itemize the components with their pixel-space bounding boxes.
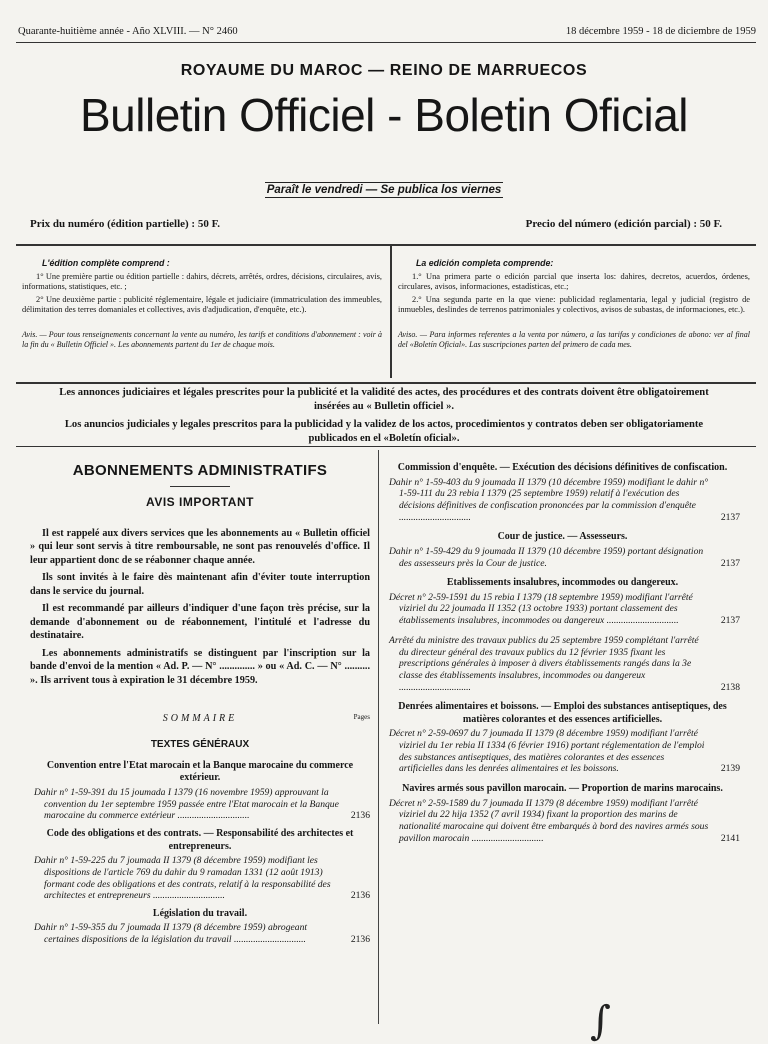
edition-part2-spanish: 2.° Una segunda parte en la que viene: publicidad reglamentaria, legal y judicial (registro de inmuebles, deslindes de terrenos patrimoniales y colectivos, avisos de subastas, de informaciones, etc.). (398, 294, 750, 315)
title-rule (170, 486, 230, 487)
right-column (385, 462, 740, 852)
entry-heading: Commission d'enquête. — Exécution des décisions définitives de confiscation. (397, 462, 728, 473)
entry-body (385, 635, 740, 694)
sommaire-label: SOMMAIRE (162, 712, 238, 724)
masthead-topline (18, 26, 756, 37)
edition-box-divider (390, 246, 392, 378)
entry-page: 2137 (720, 615, 740, 627)
price-french: Prix du numéro (édition partielle) : 50 F. (30, 218, 221, 230)
edition-box-french (22, 258, 382, 352)
entry-text: Décret n° 2-59-1589 du 7 joumada II 1379 (8 décembre 1959) modifiant l'arrêté viziriel du 22 hija 1352 (7 avril 1934) fixant la proportion des marins de nationalité marocaine qui doivent être embarqués à bord des navires armés sous pavillon marocain .............................. (389, 797, 709, 844)
entry-page: 2136 (350, 890, 370, 902)
summary-entry (30, 760, 370, 822)
entry-page: 2136 (350, 810, 370, 822)
column-divider (378, 450, 379, 1024)
legal-notice-french: Les annonces judiciaires et légales prescrites pour la publicité et la validité des actes, des procédures et des contrats doivent être obligatoirement insérées au « Bulletin officiel ». (59, 387, 709, 413)
entry-body (385, 546, 740, 569)
entry-body (385, 592, 740, 627)
legal-notice (40, 386, 728, 449)
entry-text: Dahir n° 1-59-429 du 9 joumada II 1379 (10 décembre 1959) portant désignation des assesseurs près la Cour de justice. (389, 545, 704, 569)
entry-heading: Convention entre l'Etat marocain et la Banque marocaine du commerce extérieur. (46, 759, 354, 784)
entry-heading: Denrées alimentaires et boissons. — Emploi des substances antiseptiques, des matières colorantes et des essences artificielles. (398, 701, 727, 725)
entry-heading: Cour de justice. — Assesseurs. (497, 531, 628, 543)
abonnements-title: ABONNEMENTS ADMINISTRATIFS (72, 462, 328, 479)
summary-entry (385, 783, 740, 844)
textes-generaux-heading: TEXTES GÉNÉRAUX (150, 738, 250, 750)
entry-page: 2138 (720, 681, 740, 693)
issue-number: Quarante-huitième année - Año XLVIII. — N° 2460 (18, 26, 238, 37)
edition-avis-french: Avis. — Pour tous renseignements concernant la vente au numéro, les tarifs et conditions d'abonnement : voir à la fin du « Bulletin Officiel ». Les abonnements partent du 1er de chaque mois. (22, 329, 382, 349)
entry-body (30, 855, 370, 902)
entry-text: Décret n° 2-59-1591 du 15 rebia I 1379 (18 septembre 1959) modifiant l'arrêté viziriel du 22 joumada II 1352 (13 octobre 1933) portant classement des établissements insalubres, incommodes ou dangereux .............................. (389, 591, 693, 627)
bulletin-title: Bulletin Officiel - Boletin Oficial (79, 89, 688, 141)
edition-part2-french: 2° Une deuxième partie : publicité réglementaire, légale et judiciaire (immatriculation des immeubles, délimitation des terres domaniales et collectives, avis d'adjudication, d'enquête, etc.). (22, 294, 382, 315)
edition-avis-spanish: Aviso. — Para informes referentes a la venta por número, a las tarifas y condiciones de abono: ver al final del «Boletín Oficial». Las suscripciones parten del primero de cada mes. (398, 329, 750, 349)
middle-rule (16, 446, 756, 447)
edition-heading-french: L'édition complète comprend : (42, 258, 170, 268)
entry-text: Dahir n° 1-59-355 du 7 joumada II 1379 (8 décembre 1959) abrogeant certaines dispositions de la législation du travail .............................. (34, 922, 308, 946)
entry-heading: Navires armés sous pavillon marocain. — Proportion de marins marocains. (402, 783, 723, 795)
issue-date: 18 décembre 1959 - 18 de diciembre de 1959 (565, 26, 756, 37)
handwritten-mark-icon: ∫ (590, 998, 611, 1044)
entry-text: Dahir n° 1-59-391 du 15 joumada I 1379 (16 novembre 1959) approuvant la convention du 1er septembre 1959 passée entre l'Etat marocain et la Banque marocaine du commerce extérieur .............................. (34, 786, 339, 822)
price-spanish: Precio del número (edición parcial) : 50 F. (525, 218, 722, 230)
summary-entry (385, 577, 740, 627)
avis-important-heading: AVIS IMPORTANT (146, 495, 254, 509)
abonnements-paragraph: Il est recommandé par ailleurs d'indiquer d'une façon très précise, sur la demande d'abonnement ou de réabonnement, l'intitulé et l'adresse du destinataire. (30, 603, 370, 642)
entry-text: Arrêté du ministre des travaux publics du 25 septembre 1959 complétant l'arrêté du directeur général des travaux publics du 12 février 1935 fixant les prescriptions générales à imposer à divers établissements rangés dans la 3e classe des établissements insalubres, incommodes ou dangereux .............................. (389, 634, 699, 693)
summary-entry (385, 701, 740, 775)
publication-text: Paraît le vendredi — Se publica los viernes (266, 184, 502, 196)
entry-heading: Législation du travail. (152, 907, 248, 919)
entry-heading: Etablissements insalubres, incommodes ou dangereux. (446, 577, 679, 589)
abonnements-paragraph: Ils sont invités à le faire dès maintenant afin d'éviter toute interruption dans le service du journal. (30, 572, 370, 597)
entry-page: 2136 (350, 934, 370, 946)
entry-page: 2137 (720, 557, 740, 569)
pages-label: Pages (353, 712, 370, 721)
entry-page: 2139 (720, 763, 740, 775)
entry-body (30, 922, 370, 945)
edition-part1-spanish: 1.° Una primera parte o edición parcial que inserta los: dahires, decretos, acuerdos, órdenes, circulares, avisos, informaciones, estadísticas, etc.; (398, 271, 750, 292)
edition-heading-spanish: La edición completa comprende: (416, 258, 554, 268)
entry-text: Décret n° 2-59-0697 du 7 joumada II 1379 (8 décembre 1959) modifiant l'arrêté viziriel du 1er rebia II 1334 (6 février 1916) portant réglementation de l'emploi des substances antiseptiques, des matières colorantes et des essences artificielles dans les denrées alimentaires et les boissons. (389, 728, 705, 775)
publication-schedule (0, 184, 768, 196)
entry-heading: Code des obligations et des contrats. — Responsabilité des architectes et entrepreneurs. (46, 828, 354, 852)
left-column (30, 462, 370, 952)
abonnements-paragraph: Les abonnements administratifs se distinguent par l'inscription sur la bande d'envoi de la mention « Ad. P. — N° .............. » ou « Ad. C. — N° .......... ». Ils arrivent tous à expiration le 31 décembre 1959. (30, 647, 370, 686)
abonnements-text (30, 527, 370, 687)
entry-page: 2141 (720, 832, 740, 844)
summary-entry (30, 908, 370, 946)
legal-notice-spanish: Los anuncios judiciales y legales prescritos para la publicidad y la validez de los actos, procedimientos y contratos deben ser obligatoriamente publicados en el «Boletín oficial». (64, 418, 704, 444)
summary-entry (385, 462, 740, 523)
summary-entry (30, 828, 370, 902)
kingdom-heading: ROYAUME DU MAROC — REINO DE MARRUECOS (180, 62, 588, 79)
entry-text: Dahir n° 1-59-403 du 9 joumada II 1379 (10 décembre 1959) modifiant le dahir n° 1-59-111 du 23 rebia I 1379 (25 septembre 1959) relatif à l'exécution des décisions définitives de confiscation prononcées par la commission d'enquête .............................. (389, 476, 709, 523)
abonnements-paragraph: Il est rappelé aux divers services que les abonnements au « Bulletin officiel » qui leur sont servis à titre remboursable, ne sont pas renouvelés d'office. Il leur appartient donc de se réabonner chaque année. (30, 528, 370, 566)
entry-body (30, 787, 370, 822)
entry-page: 2137 (720, 511, 740, 523)
entry-body (385, 477, 740, 524)
entry-text: Dahir n° 1-59-225 du 7 joumada II 1379 (8 décembre 1959) modifiant les dispositions de l'article 769 du dahir du 9 ramadan 1331 (12 août 1913) formant code des obligations et des contrats, relatif à la responsabilité des architectes et entrepreneurs .............................. (34, 855, 331, 902)
entry-body (385, 728, 740, 775)
edition-box-spanish (398, 258, 750, 352)
entry-body (385, 798, 740, 845)
top-rule (16, 42, 756, 43)
summary-entry (385, 635, 740, 694)
summary-entry (385, 531, 740, 569)
sommaire-header (30, 713, 370, 727)
edition-part1-french: 1° Une première partie ou édition partielle : dahirs, décrets, arrêtés, ordres, décisions, circulaires, avis, informations, statistiques, etc. ; (22, 271, 382, 292)
